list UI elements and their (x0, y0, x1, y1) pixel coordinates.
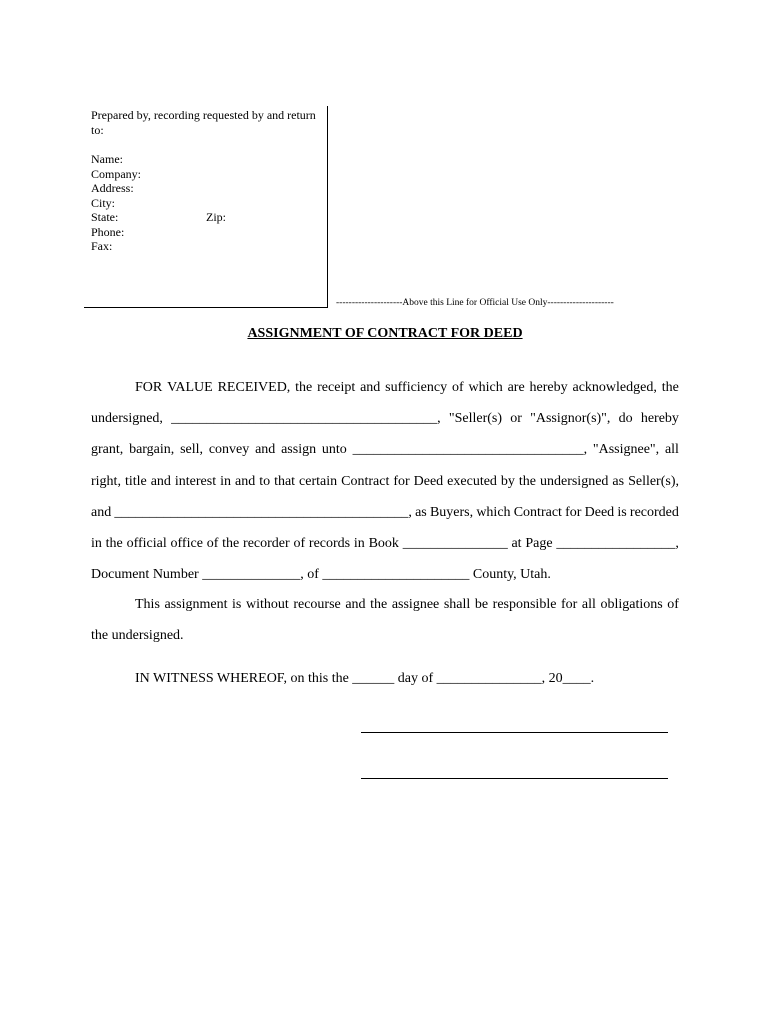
word: in (91, 535, 102, 551)
word: certain (299, 473, 338, 489)
word: be (474, 597, 489, 612)
signature-line-2[interactable] (361, 778, 668, 779)
word: responsible (492, 597, 557, 612)
word: recourse (293, 597, 341, 612)
address-label: Address: (91, 181, 134, 195)
word: "Assignor(s)", (530, 411, 611, 427)
word: all (581, 597, 596, 612)
word: _________________________________, (352, 442, 588, 458)
word: is (617, 504, 627, 520)
para1-line5 (91, 497, 679, 528)
word: assignment (164, 597, 228, 612)
zip-label: Zip: (206, 210, 226, 224)
state-label: State: (91, 210, 119, 224)
word: This (135, 597, 160, 612)
word: of (451, 380, 464, 395)
word: "Seller(s) (448, 411, 503, 427)
word: bargain, (129, 442, 175, 458)
word: ______________________________________, (171, 411, 441, 427)
word: recorded (629, 504, 679, 520)
word: Seller(s), (628, 473, 679, 489)
word: right, (91, 473, 121, 489)
word: for (565, 504, 582, 520)
para1-line3 (91, 434, 679, 465)
word: receipt (317, 380, 356, 395)
word: undersigned (539, 473, 609, 489)
word: RECEIVED, (217, 380, 291, 395)
word: assign (281, 442, 317, 458)
para1-line2 (91, 403, 679, 434)
phone-label: Phone: (91, 224, 125, 239)
word: that (274, 473, 296, 489)
para2-line1 (91, 589, 679, 620)
word: the (222, 535, 240, 551)
word: sufficiency (385, 380, 448, 395)
word: is (232, 597, 242, 612)
word: grant, (91, 442, 124, 458)
para1-line1 (91, 372, 679, 403)
witness-clause: IN WITNESS WHEREOF, on this the ______ day of _______________, 20____. (135, 671, 595, 686)
word: Deed (584, 504, 615, 520)
word: at (511, 535, 522, 551)
word: of (206, 535, 219, 551)
word: of (667, 597, 679, 612)
word: Contract (341, 473, 390, 489)
word: sell, (180, 442, 204, 458)
word: by (500, 473, 515, 489)
word: Contract (513, 504, 562, 520)
word: obligations (600, 597, 663, 612)
para1-line4 (91, 466, 679, 497)
word: are (507, 380, 525, 395)
word: hereby (640, 411, 679, 427)
word: of (293, 535, 306, 551)
word: assignee (391, 597, 440, 612)
contact-fields (91, 152, 141, 254)
word: Page (525, 535, 553, 551)
recourse-paragraph (91, 589, 679, 651)
name-label: Name: (91, 152, 123, 166)
word: for (561, 597, 578, 612)
word: office (170, 535, 203, 551)
word: undersigned, (91, 411, 163, 427)
company-label: Company: (91, 166, 141, 181)
word: and (345, 597, 366, 612)
word: in (220, 473, 231, 489)
word: Deed (413, 473, 444, 489)
word: and (91, 504, 112, 520)
word: or (510, 411, 522, 427)
word: and (234, 473, 256, 489)
word: the (105, 535, 123, 551)
word: and (360, 380, 381, 395)
word: Book (368, 535, 399, 551)
word: which (468, 380, 503, 395)
word: FOR (135, 380, 163, 395)
fax-label: Fax: (91, 239, 113, 253)
para2-line2: the undersigned. (91, 628, 184, 644)
para1-line6 (91, 528, 679, 559)
official-use-line: ---------------------Above this Line for Official Use Only--------------------- (336, 298, 614, 308)
word: convey (208, 442, 250, 458)
word: _______________ (402, 535, 508, 551)
word: and (255, 442, 276, 458)
word: acknowledged, (572, 380, 657, 395)
word: and (150, 473, 171, 489)
word: the (518, 473, 536, 489)
document-title: ASSIGNMENT OF CONTRACT FOR DEED (247, 326, 523, 341)
word: the (295, 380, 313, 395)
assignment-paragraph (91, 372, 679, 590)
word: records (308, 535, 351, 551)
word: without (245, 597, 289, 612)
word: the (370, 597, 388, 612)
word: unto (321, 442, 347, 458)
word: as (415, 504, 427, 520)
word: __________________________________________, (114, 504, 412, 520)
word: for (393, 473, 410, 489)
word: official (126, 535, 167, 551)
word: Buyers, (429, 504, 474, 520)
word: hereby (529, 380, 568, 395)
word: interest (174, 473, 217, 489)
word: do (618, 411, 633, 427)
word: VALUE (167, 380, 213, 395)
word: to (259, 473, 271, 489)
word: shall (443, 597, 471, 612)
signature-line-1[interactable] (361, 732, 668, 733)
word: executed (447, 473, 497, 489)
word: all (664, 442, 679, 458)
word: which (476, 504, 511, 520)
word: _________________, (556, 535, 679, 551)
word: the (661, 380, 679, 395)
prepared-by-label: Prepared by, recording requested by and return to: (91, 108, 316, 137)
word: title (124, 473, 147, 489)
word: in (353, 535, 365, 551)
word: as (612, 473, 625, 489)
city-label: City: (91, 195, 116, 210)
word: "Assignee", (592, 442, 660, 458)
para1-line7: Document Number ______________, of _____________________ County, Utah. (91, 567, 551, 583)
prepared-by-box (84, 106, 328, 308)
word: recorder (243, 535, 290, 551)
